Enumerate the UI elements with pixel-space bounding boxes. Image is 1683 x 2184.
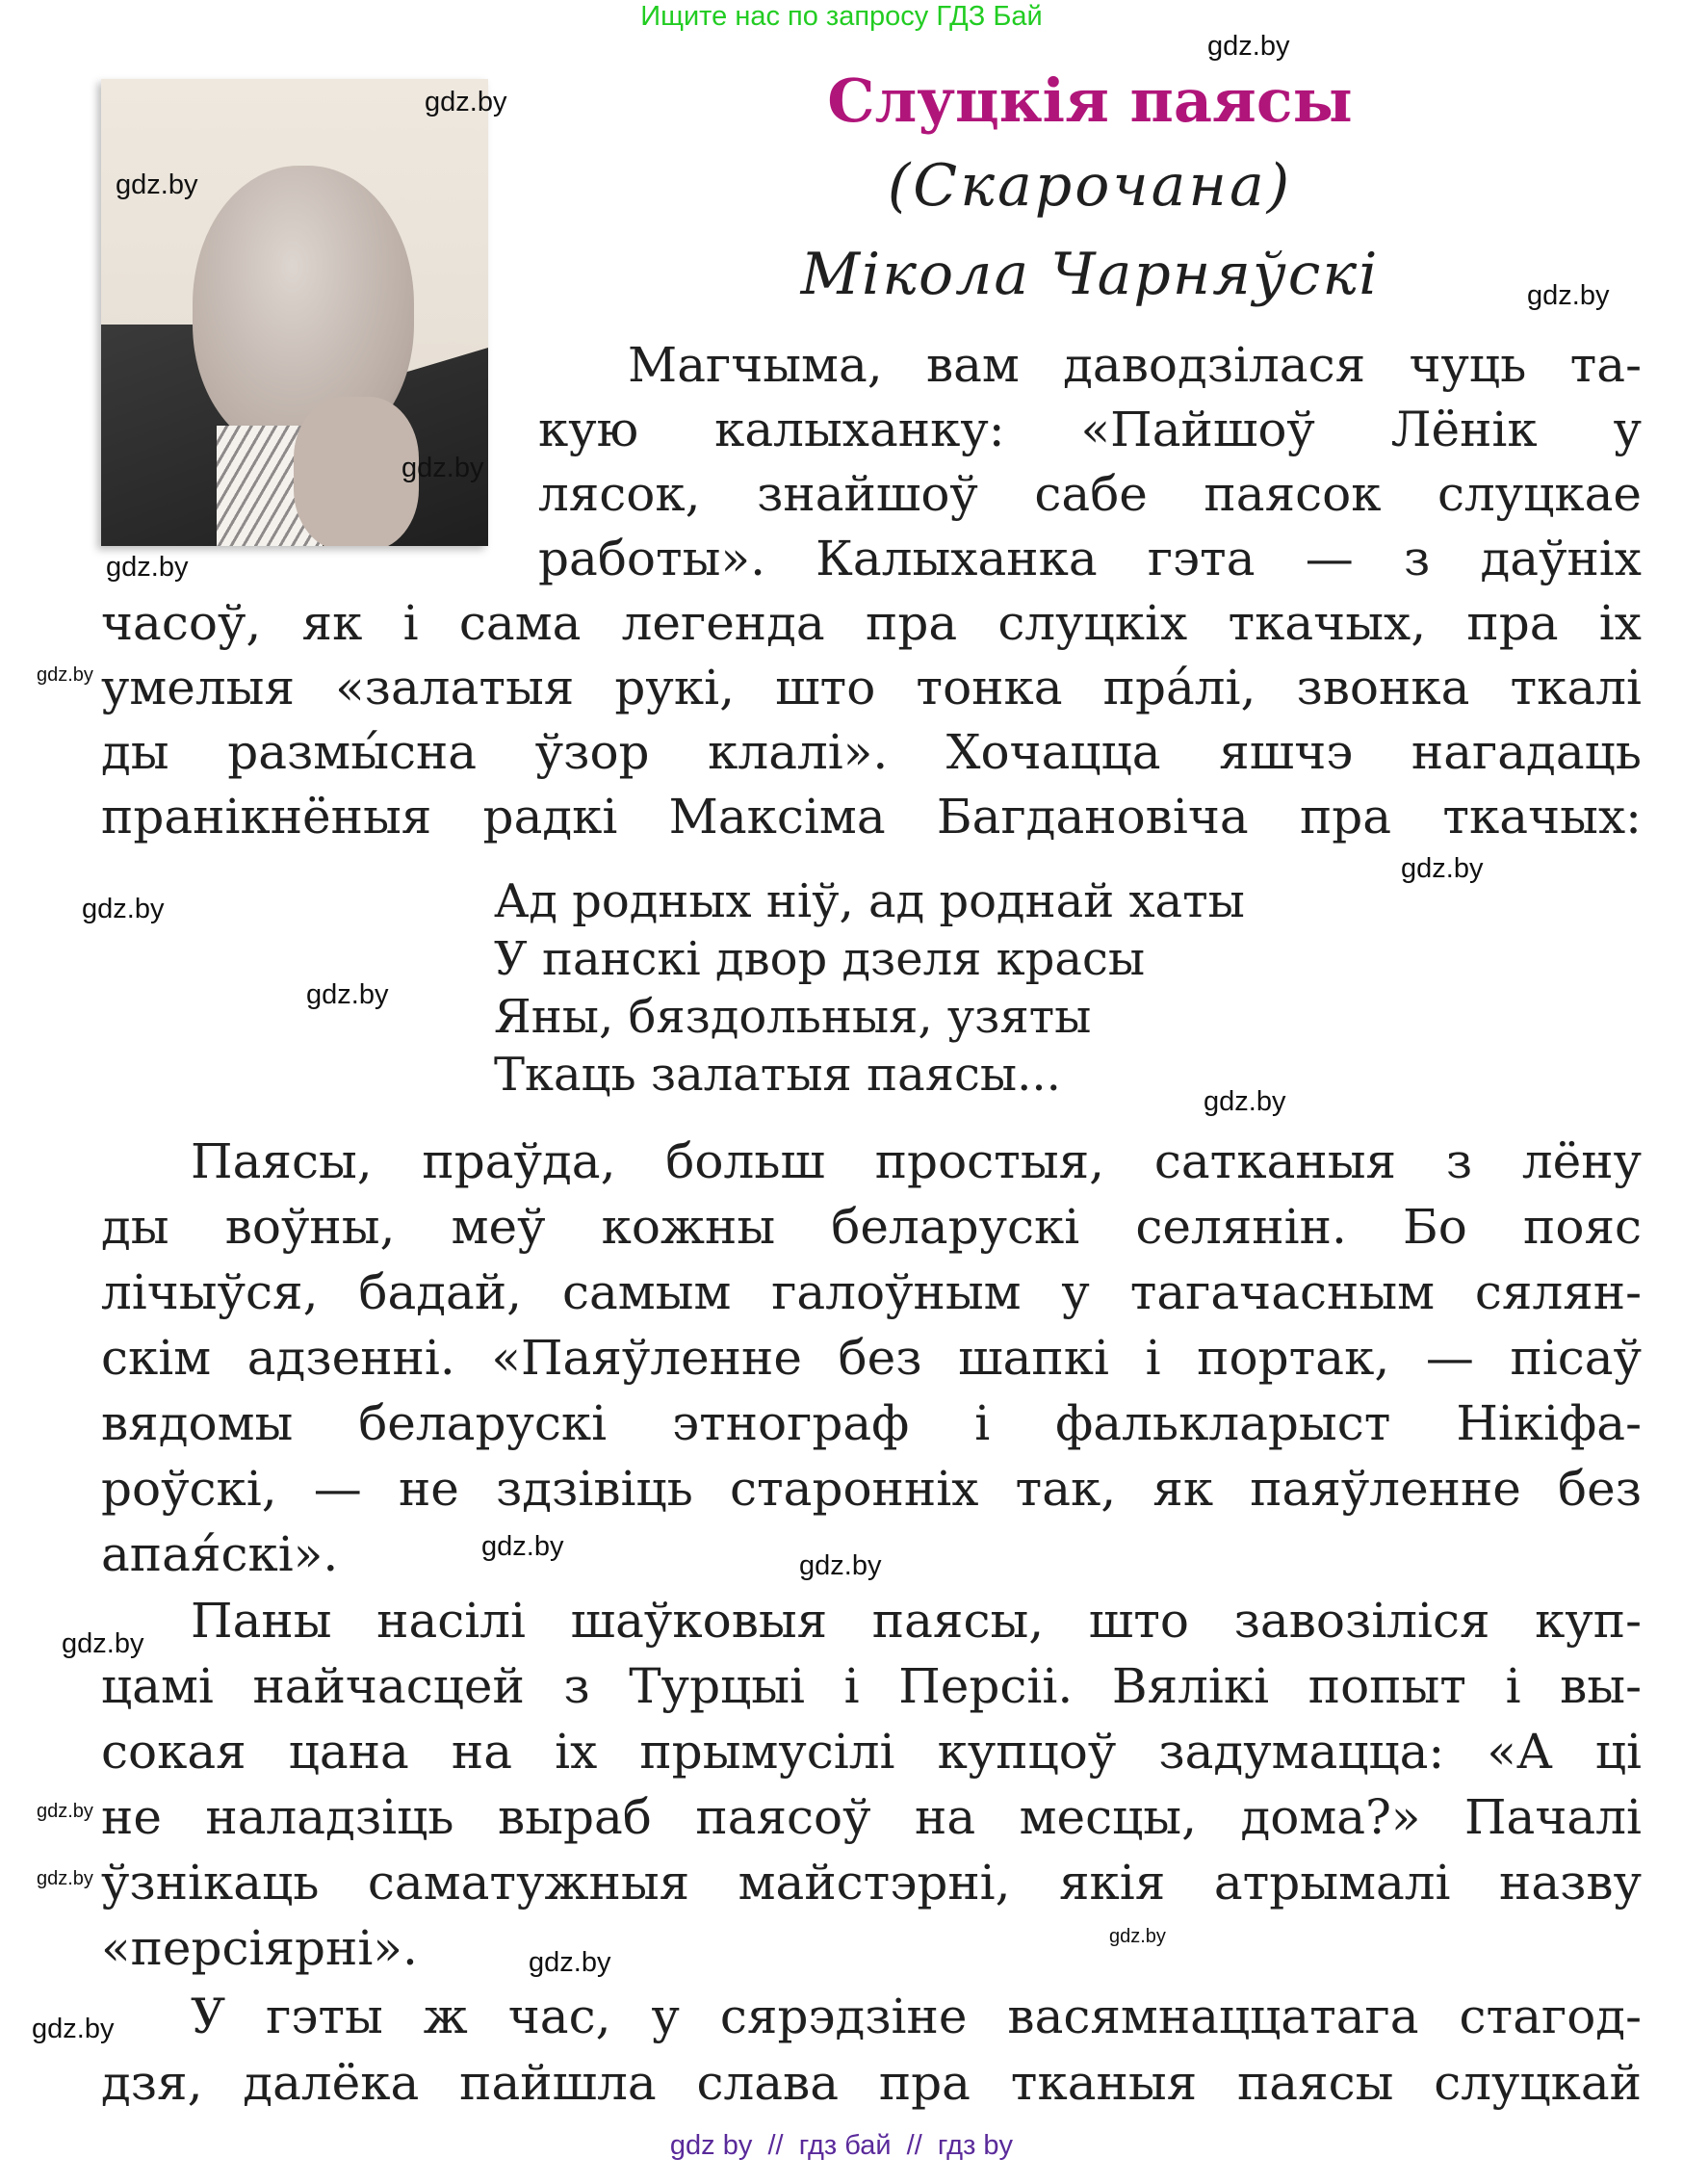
text-line: не наладзіць выраб паясоў на месцы, дома?» Пачалі	[101, 1789, 1642, 1845]
text-line: скім адзенні. «Паяўленне без шапкі і портак, — пісаў	[101, 1330, 1642, 1386]
poem-line: Ад родных ніў, ад роднай хаты	[494, 874, 1245, 928]
text-line: лічыўся, бадай, самым галоўным у тагачасным сялян-	[101, 1264, 1642, 1320]
watermark: gdz.by	[37, 664, 93, 686]
text-line: умелыя «залатыя рукі, што тонка пра́лі, звонка ткалі	[101, 660, 1642, 715]
search-banner: Ищите нас по запросу ГДЗ Бай	[640, 1, 1043, 32]
author-name: Мікола Чарняўскі	[800, 241, 1380, 308]
watermark: gdz.by	[799, 1550, 882, 1581]
watermark: gdz.by	[1204, 1086, 1286, 1117]
watermark: gdz.by	[116, 169, 198, 200]
text-line: «персіярні».	[101, 1920, 418, 1976]
footer-links: gdz by // гдз бай // гдз by	[669, 2130, 1014, 2161]
text-line: цамі найчасцей з Турцыі і Персіі. Вялікі попыт і вы-	[101, 1658, 1642, 1714]
watermark: gdz.by	[1109, 1926, 1166, 1947]
page-title: Слуцкія паясы	[827, 65, 1353, 136]
subtitle: (Скарочана)	[887, 152, 1293, 220]
watermark: gdz.by	[1401, 853, 1484, 884]
text-line: роўскі, — не здзівіць старонніх так, як паяўленне без	[101, 1461, 1642, 1517]
poem-line: Яны, бяздольныя, узяты	[494, 990, 1092, 1044]
watermark: gdz.by	[306, 979, 389, 1010]
watermark: gdz.by	[62, 1628, 144, 1659]
text-line: сокая цана на іх прымусілі купцоў задумацца: «А ці	[101, 1724, 1642, 1780]
text-line: ды размы́сна ўзор клалі». Хочацца яшчэ нагадаць	[101, 724, 1642, 780]
text-line: работы». Калыханка гэта — з даўніх	[538, 531, 1642, 586]
text-line: кую калыханку: «Пайшоў Лёнік у	[538, 402, 1642, 457]
text-line: апая́скі».	[101, 1526, 339, 1582]
text-line: пранікнёныя радкі Максіма Багдановіча пра ткачых:	[101, 789, 1642, 845]
text-line: Паны насілі шаўковыя паясы, што завозіліся куп-	[191, 1593, 1642, 1649]
text-line: дзя, далёка пайшла слава пра тканыя паясы слуцкай	[101, 2055, 1642, 2111]
watermark: gdz.by	[106, 552, 189, 583]
watermark: gdz.by	[82, 894, 165, 924]
text-line: лясок, знайшоў сабе паясок слуцкае	[538, 466, 1642, 522]
watermark: gdz.by	[37, 1801, 93, 1822]
text-line: Магчыма, вам даводзілася чуць та-	[628, 337, 1642, 393]
watermark: gdz.by	[1207, 31, 1290, 62]
text-line: ды воўны, меў кожны беларускі селянін. Бо пояс	[101, 1199, 1642, 1255]
text-line: Паясы, праўда, больш простыя, сатканыя з лёну	[191, 1133, 1642, 1189]
watermark: gdz.by	[1527, 280, 1610, 311]
text-line: ўзнікаць саматужныя майстэрні, якія атрымалі назву	[101, 1855, 1642, 1911]
text-line: вядомы беларускі этнограф і фалькларыст Нікіфа-	[101, 1395, 1642, 1451]
watermark: gdz.by	[529, 1947, 611, 1978]
watermark: gdz.by	[401, 453, 484, 483]
watermark: gdz.by	[32, 2014, 115, 2044]
watermark: gdz.by	[481, 1531, 564, 1562]
text-line: У гэты ж час, у сярэдзіне васямнаццатага стагод-	[191, 1989, 1642, 2044]
watermark: gdz.by	[425, 87, 507, 117]
watermark: gdz.by	[37, 1868, 93, 1889]
poem-line: Ткаць залатыя паясы...	[494, 1048, 1061, 1102]
text-line: часоў, як і сама легенда пра слуцкіх ткачых, пра іх	[101, 595, 1642, 651]
poem-line: У панскі двор дзеля красы	[494, 932, 1146, 986]
